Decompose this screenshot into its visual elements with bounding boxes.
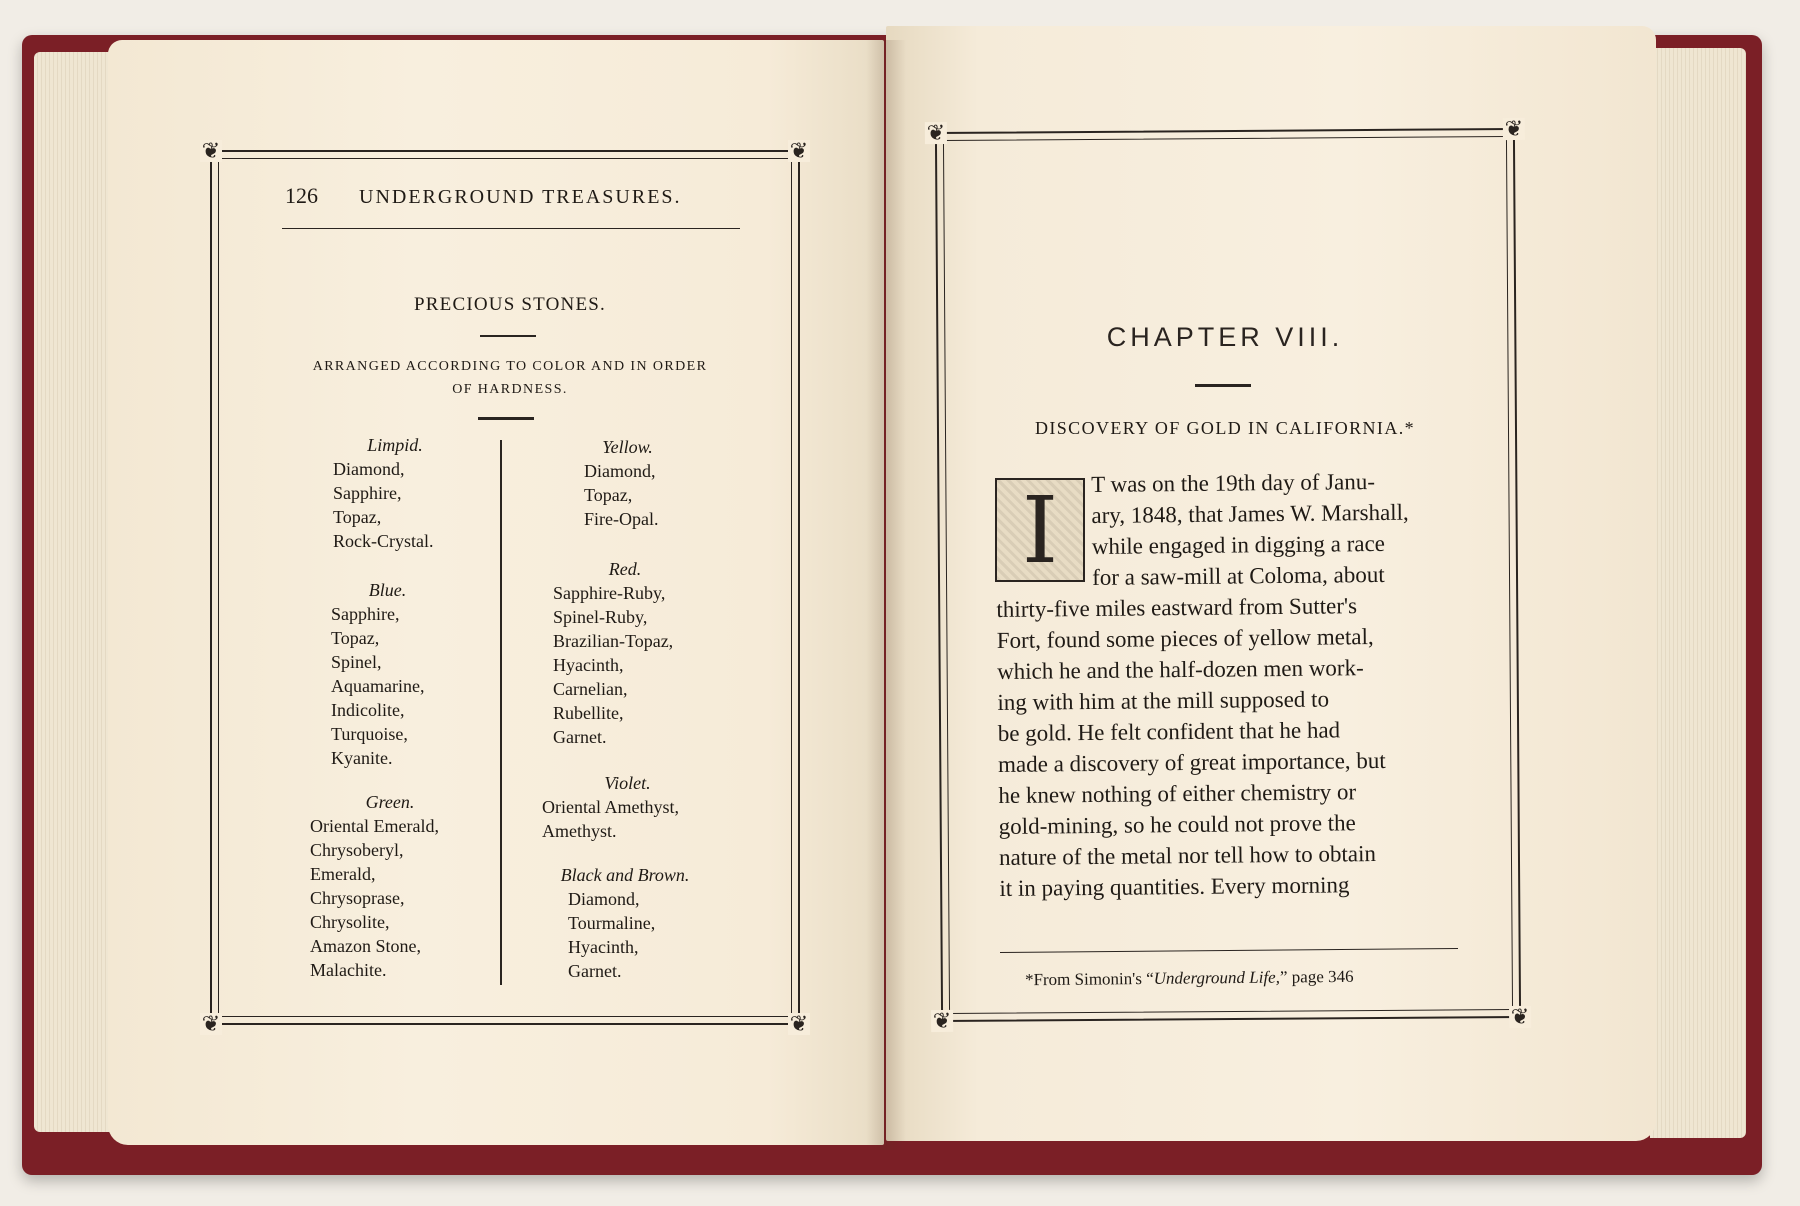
chapter-heading: CHAPTER VIII. (1106, 322, 1344, 352)
stone-item: Aquamarine, (331, 676, 425, 696)
subtitle-line-2: OF HARDNESS. (452, 382, 568, 397)
stone-group-red (550, 557, 700, 749)
stone-item: Brazilian-Topaz, (553, 631, 674, 651)
corner-ornament-icon: ❦ (789, 138, 809, 163)
footnote-prefix: *From Simonin's “ (1024, 968, 1154, 990)
stone-item: Diamond, (568, 889, 640, 909)
title-rule (480, 335, 536, 337)
group-heading: Yellow. (602, 437, 653, 457)
stone-item: Spinel-Ruby, (553, 607, 648, 627)
stone-item: Indicolite, (331, 700, 405, 720)
body-line: ary, 1848, that James W. Marshall, (1091, 499, 1409, 528)
corner-ornament-icon: ❦ (1504, 115, 1524, 142)
stone-group-limpid (305, 433, 485, 553)
stone-item: Rubellite, (553, 703, 624, 723)
corner-ornament-icon: ❦ (1510, 1003, 1530, 1030)
body-line: it in paying quantities. Every morning (999, 872, 1350, 901)
stone-group-blue (305, 578, 470, 770)
drop-cap: I (995, 478, 1085, 582)
running-head (285, 183, 745, 209)
stone-group-black-brown (540, 863, 710, 983)
stone-item: Carnelian, (553, 679, 628, 699)
body-line: while engaged in digging a race (1091, 530, 1386, 559)
stone-item: Topaz, (584, 485, 633, 505)
body-line: he knew nothing of either chemistry or (998, 779, 1357, 808)
stone-item: Sapphire-Ruby, (553, 583, 666, 603)
stone-item: Topaz, (331, 628, 380, 648)
group-heading: Blue. (368, 580, 407, 600)
stone-item: Fire-Opal. (584, 509, 659, 529)
page-number: 126 (285, 183, 318, 208)
group-heading: Violet. (604, 773, 651, 793)
body-line: nature of the metal nor tell how to obtain (998, 841, 1377, 870)
stone-item: Topaz, (333, 507, 382, 527)
book-gutter (866, 40, 906, 1150)
left-page-border (201, 138, 809, 1036)
corner-ornament-icon: ❦ (201, 1011, 221, 1036)
stone-group-yellow (560, 435, 695, 531)
stone-item: Tourmaline, (568, 913, 656, 933)
stone-item: Turquoise, (331, 724, 408, 744)
body-line: thirty-five miles eastward from Sutter's (996, 593, 1358, 622)
stone-item: Oriental Emerald, (310, 816, 439, 836)
stone-item: Chrysolite, (310, 912, 390, 932)
stone-item: Amazon Stone, (310, 936, 421, 956)
column-divider (500, 440, 502, 985)
body-line: for a saw-mill at Coloma, about (1092, 561, 1385, 590)
stone-item: Garnet. (568, 961, 622, 981)
subtitle-rule (478, 417, 534, 420)
header-rule (282, 228, 740, 229)
group-heading: Black and Brown. (560, 865, 690, 885)
stone-item: Kyanite. (331, 748, 393, 768)
stone-item: Diamond, (584, 461, 656, 481)
body-line: Fort, found some pieces of yellow metal, (996, 624, 1374, 653)
corner-ornament-icon: ❦ (926, 119, 946, 146)
body-line: which he and the half-dozen men work- (996, 655, 1364, 684)
body-line: be gold. He felt confident that he had (997, 717, 1341, 746)
stone-item: Chrysoberyl, (310, 840, 404, 860)
footnote-source-title: Underground Life, (1153, 967, 1281, 988)
corner-ornament-icon: ❦ (789, 1011, 809, 1036)
body-line: gold-mining, so he could not prove the (998, 810, 1356, 839)
stone-group-green (300, 790, 480, 982)
stone-item: Sapphire, (333, 483, 402, 503)
running-head-title: UNDERGROUND TREASURES. (359, 186, 682, 208)
corner-ornament-icon: ❦ (201, 138, 221, 163)
chapter-title: DISCOVERY OF GOLD IN CALIFORNIA.* (1034, 418, 1416, 438)
group-heading: Red. (608, 559, 642, 579)
corner-ornament-icon: ❦ (932, 1007, 952, 1034)
stone-item: Malachite. (310, 960, 387, 980)
stone-group-violet (540, 771, 715, 843)
stone-item: Amethyst. (542, 821, 617, 841)
stone-item: Garnet. (553, 727, 607, 747)
section-subtitle (290, 355, 730, 401)
stone-item: Spinel, (331, 652, 382, 672)
section-title: PRECIOUS STONES. (414, 294, 606, 315)
stone-item: Oriental Amethyst, (542, 797, 679, 817)
stone-item: Emerald, (310, 864, 376, 884)
chapter-rule (1195, 384, 1251, 387)
subtitle-line-1: ARRANGED ACCORDING TO COLOR AND IN ORDER (312, 359, 708, 374)
footnote-suffix: ” page 346 (1279, 966, 1354, 987)
stone-item: Hyacinth, (553, 655, 624, 675)
stone-item: Rock-Crystal. (333, 531, 434, 551)
body-line: T was on the 19th day of Janu- (1091, 469, 1376, 497)
stone-item: Diamond, (333, 459, 405, 479)
stone-item: Chrysoprase, (310, 888, 405, 908)
stone-item: Hyacinth, (568, 937, 639, 957)
body-line: ing with him at the mill supposed to (997, 686, 1330, 715)
group-heading: Green. (365, 792, 415, 812)
group-heading: Limpid. (367, 435, 423, 455)
body-line: made a discovery of great importance, but (997, 747, 1386, 777)
page-edges-right (1650, 48, 1746, 1138)
stone-item: Sapphire, (331, 604, 400, 624)
